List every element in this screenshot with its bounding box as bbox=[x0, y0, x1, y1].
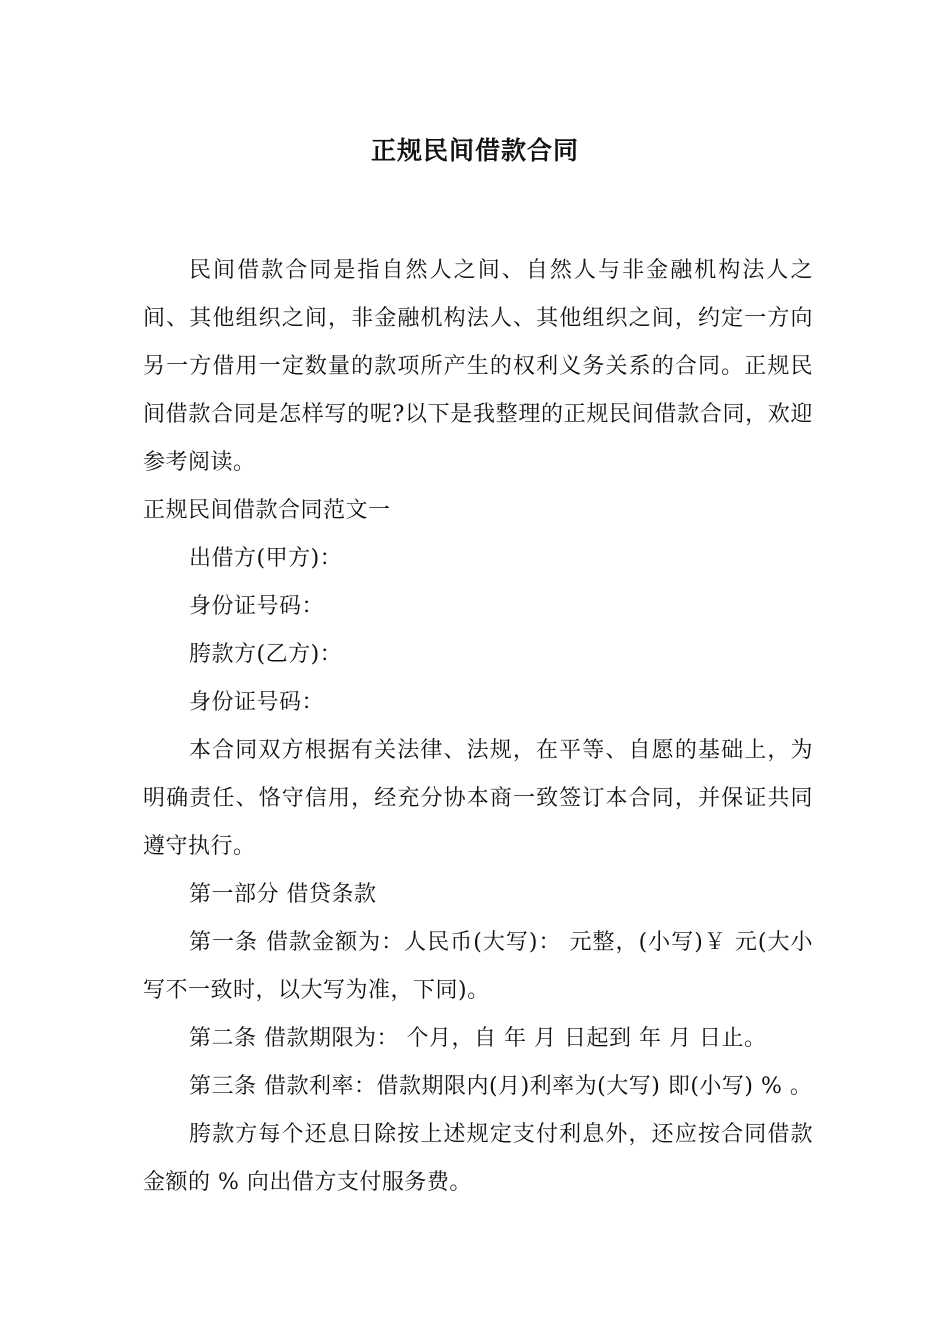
intro-paragraph: 民间借款合同是指自然人之间、自然人与非金融机构法人之间、其他组织之间，非金融机构法人、其他组织之间，约定一方向另一方借用一定数量的款项所产生的权利义务关系的合同。正规民间借款合同是怎样写的呢?以下是我整理的正规民间借款合同，欢迎参考阅读。 bbox=[143, 258, 813, 475]
article-2-paragraph: 第二条 借款期限为： 个月，自 年 月 日起到 年 月 日止。 bbox=[189, 1026, 767, 1051]
service-fee-paragraph: 胯款方每个还息日除按上述规定支付利息外，还应按合同借款金额的 % 向出借方支付服务费。 bbox=[143, 1122, 813, 1195]
document-body bbox=[143, 247, 813, 1207]
lender-field: 出借方(甲方)： bbox=[189, 546, 343, 571]
document-title: 正规民间借款合同 bbox=[370, 136, 579, 165]
part-one-heading: 第一部分 借贷条款 bbox=[189, 882, 377, 907]
borrower-field: 胯款方(乙方)： bbox=[189, 642, 343, 667]
sample-heading: 正规民间借款合同范文一 bbox=[143, 498, 391, 523]
article-3-paragraph: 第三条 借款利率：借款期限内(月)利率为(大写) 即(小写) % 。 bbox=[189, 1074, 813, 1099]
article-1-paragraph: 第一条 借款金额为：人民币(大写)： 元整，(小写)￥ 元(大小写不一致时，以大写为准，下同)。 bbox=[143, 930, 813, 1003]
borrower-id-field: 身份证号码： bbox=[189, 690, 325, 715]
preamble-paragraph: 本合同双方根据有关法律、法规，在平等、自愿的基础上，为明确责任、恪守信用，经充分协本商一致签订本合同，并保证共同遵守执行。 bbox=[143, 738, 813, 859]
lender-id-field: 身份证号码： bbox=[189, 594, 325, 619]
